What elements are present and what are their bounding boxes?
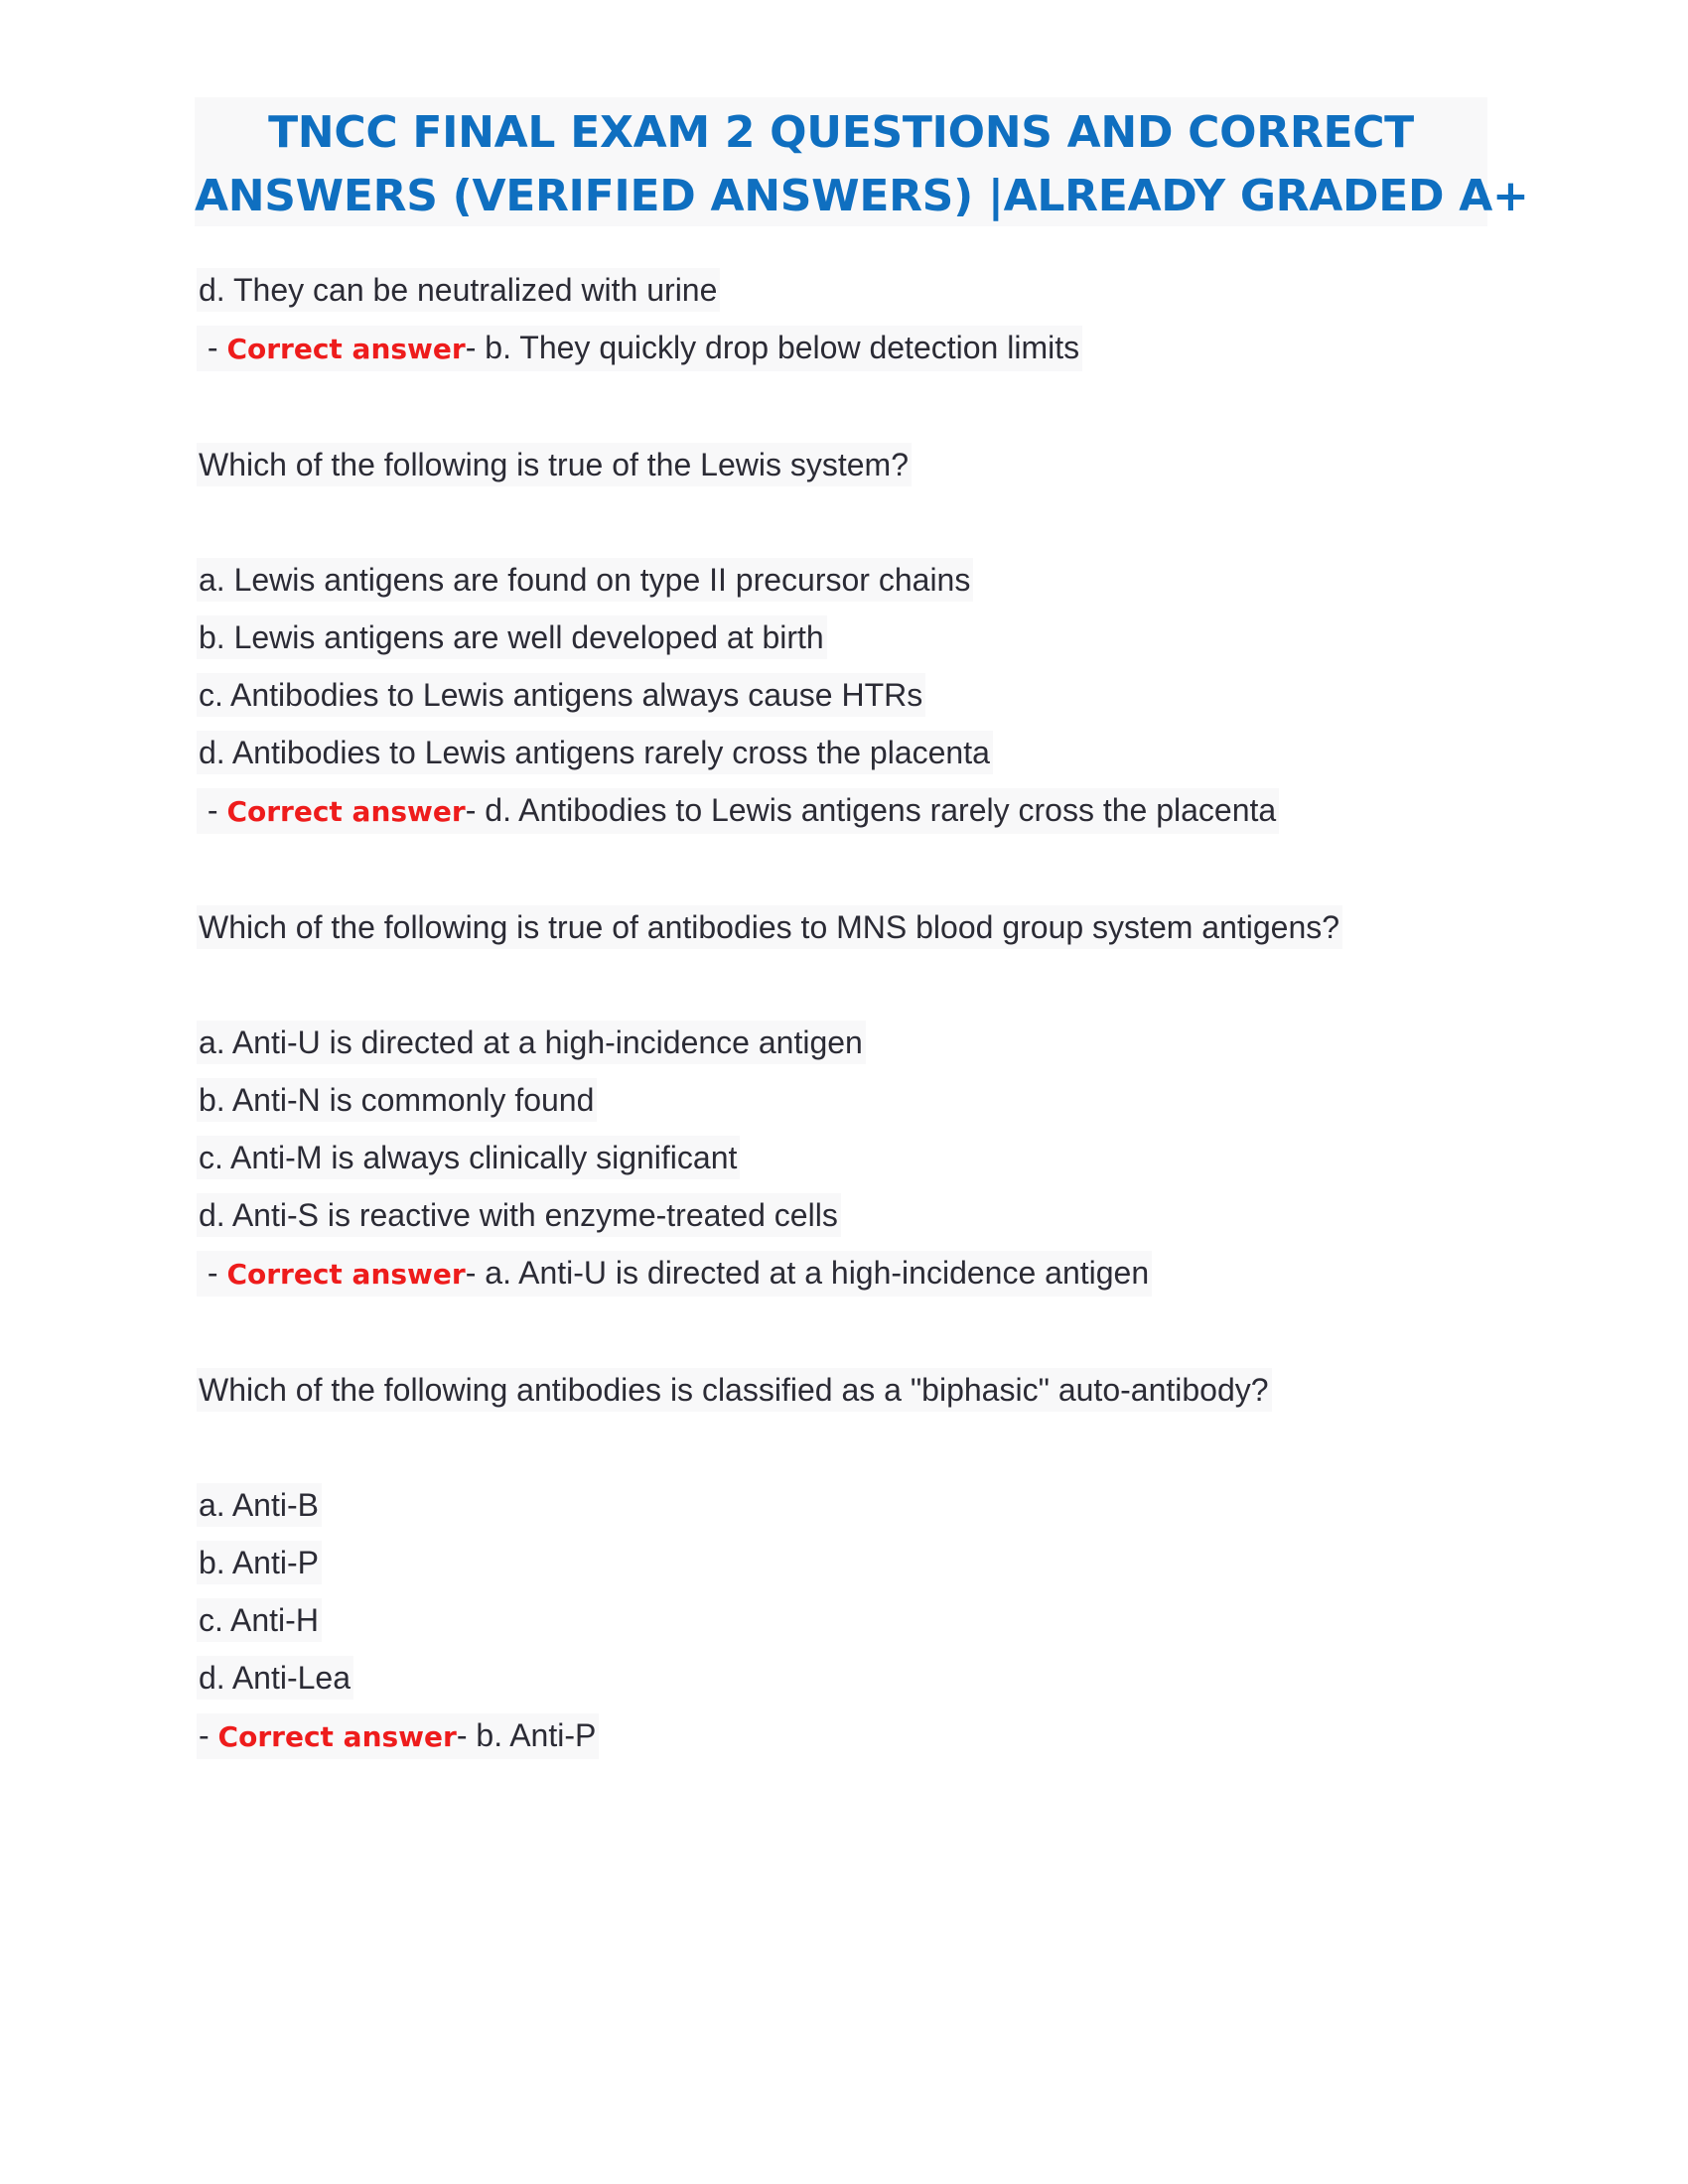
option-a: a. Anti-U is directed at a high-incidence antigen: [197, 1021, 866, 1064]
answer-prefix: -: [199, 792, 227, 828]
answer-prefix: -: [199, 1255, 227, 1291]
option-d: d. Anti-Lea: [197, 1656, 353, 1700]
question-text: Which of the following is true of antibodies to MNS blood group system antigens?: [197, 905, 1342, 949]
correct-answer-label: Correct answer: [226, 795, 466, 828]
answer-text: - b. Anti-P: [456, 1717, 597, 1753]
option-b: b. Anti-P: [197, 1541, 322, 1584]
title-line-2: ANSWERS (VERIFIED ANSWERS) |ALREADY GRADED A+: [195, 171, 1529, 221]
option-d: d. Anti-S is reactive with enzyme-treated cells: [197, 1193, 841, 1237]
correct-answer-label: Correct answer: [226, 1258, 466, 1291]
option-c: c. Antibodies to Lewis antigens always cause HTRs: [197, 673, 925, 717]
correct-answer-line: [197, 1713, 599, 1759]
option-b: b. Anti-N is commonly found: [197, 1078, 597, 1122]
document-title: [195, 97, 1529, 226]
answer-text: - d. Antibodies to Lewis antigens rarely cross the placenta: [465, 792, 1277, 828]
option-a: a. Anti-B: [197, 1483, 322, 1527]
title-line-1: TNCC FINAL EXAM 2 QUESTIONS AND CORRECT: [268, 107, 1414, 158]
carryover-option: d. They can be neutralized with urine: [197, 268, 720, 312]
correct-answer-line: [197, 1251, 1152, 1297]
option-d: d. Antibodies to Lewis antigens rarely cross the placenta: [197, 731, 993, 774]
document-body: [197, 268, 1487, 1773]
question-text: Which of the following antibodies is classified as a "biphasic" auto-antibody?: [197, 1368, 1272, 1412]
answer-text: - a. Anti-U is directed at a high-incidence antigen: [465, 1255, 1150, 1291]
correct-answer-label: Correct answer: [226, 333, 466, 365]
option-a: a. Lewis antigens are found on type II precursor chains: [197, 558, 973, 602]
option-c: c. Anti-M is always clinically significant: [197, 1136, 740, 1179]
answer-text: - b. They quickly drop below detection limits: [465, 330, 1080, 365]
carryover-answer: [197, 326, 1082, 371]
question-text: Which of the following is true of the Lewis system?: [197, 443, 912, 486]
option-c: c. Anti-H: [197, 1598, 322, 1642]
correct-answer-line: [197, 788, 1279, 834]
correct-answer-label: Correct answer: [217, 1720, 457, 1753]
option-b: b. Lewis antigens are well developed at birth: [197, 615, 827, 659]
answer-prefix: -: [199, 1717, 218, 1753]
answer-prefix: -: [199, 330, 227, 365]
